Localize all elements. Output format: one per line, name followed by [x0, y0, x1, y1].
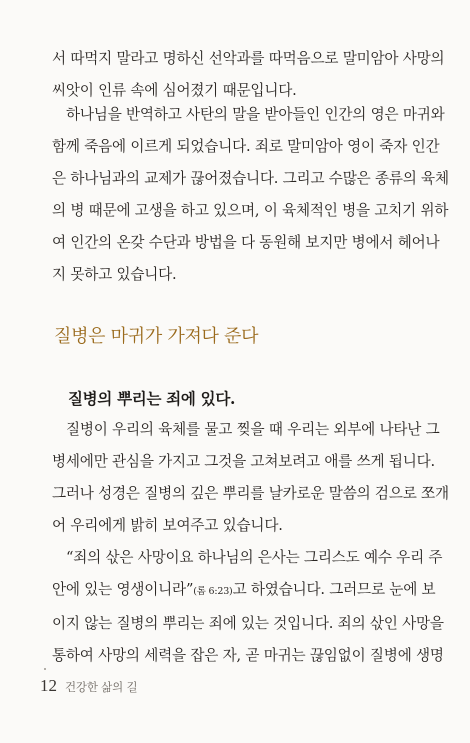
paragraph-line: 병세에만 관심을 가지고 그것을 고쳐보려고 애를 쓰게 됩니다. — [52, 453, 435, 470]
paragraph-1 — [52, 43, 445, 107]
subheading: 질병의 뿌리는 죄에 있다. — [68, 389, 236, 408]
quote-end: 안에 있는 영생이니라” — [52, 581, 194, 598]
paragraph-line: 그러나 성경은 질병의 깊은 뿌리를 날카로운 말씀의 검으로 쪼개 — [52, 485, 449, 502]
page-number: 12 — [40, 676, 57, 695]
paragraph-line-with-reference — [52, 574, 436, 608]
paragraph-4 — [52, 542, 444, 672]
page-footer — [40, 676, 137, 696]
paragraph-line: 여 인간의 온갖 수단과 방법을 다 동원해 보지만 병에서 헤어나 — [52, 234, 440, 251]
paragraph-line: 질병이 우리의 육체를 물고 찢을 때 우리는 외부에 나타난 그 — [66, 421, 440, 438]
scripture-reference: (롬 6:23) — [193, 586, 233, 597]
paragraph-line: 지 못하고 있습니다. — [52, 266, 177, 283]
paragraph-line: 통하여 사망의 세력을 잡은 자, 곧 마귀는 끊임없이 질병에 생명 — [52, 647, 444, 664]
paragraph-line: 함께 죽음에 이르게 되었습니다. 죄로 말미암아 영이 죽자 인간 — [52, 138, 440, 155]
paragraph-line: “죄의 삯은 사망이요 하나님의 은사는 그리스도 예수 우리 주 — [66, 549, 443, 566]
paragraph-line: 하나님을 반역하고 사탄의 말을 받아들인 인간의 영은 마귀와 — [66, 106, 445, 123]
section-heading: 질병은 마귀가 가져다 준다 — [54, 326, 259, 347]
running-book-title: 건강한 삶의 길 — [65, 680, 138, 694]
paragraph-line: 이지 않는 질병의 뿌리는 죄에 있는 것입니다. 죄의 삯인 사망을 — [52, 615, 444, 632]
paragraph-3 — [52, 414, 449, 542]
paragraph-line: 서 따먹지 말라고 명하신 선악과를 따먹음으로 말미암아 사망의 — [52, 50, 445, 67]
margin-dot — [44, 668, 46, 670]
paragraph-2 — [52, 99, 449, 291]
paragraph-line: 은 하나님과의 교제가 끊어졌습니다. 그리고 수많은 종류의 육체 — [52, 170, 449, 187]
paragraph-line: 어 우리에게 밝히 보여주고 있습니다. — [52, 517, 283, 534]
paragraph-line: 씨앗이 인류 속에 심어졌기 때문입니다. — [52, 82, 297, 99]
paragraph-line: 의 병 때문에 고생을 하고 있으며, 이 육체적인 병을 고치기 위하 — [52, 202, 449, 219]
quote-continuation: 고 하였습니다. 그러므로 눈에 보 — [232, 581, 436, 598]
